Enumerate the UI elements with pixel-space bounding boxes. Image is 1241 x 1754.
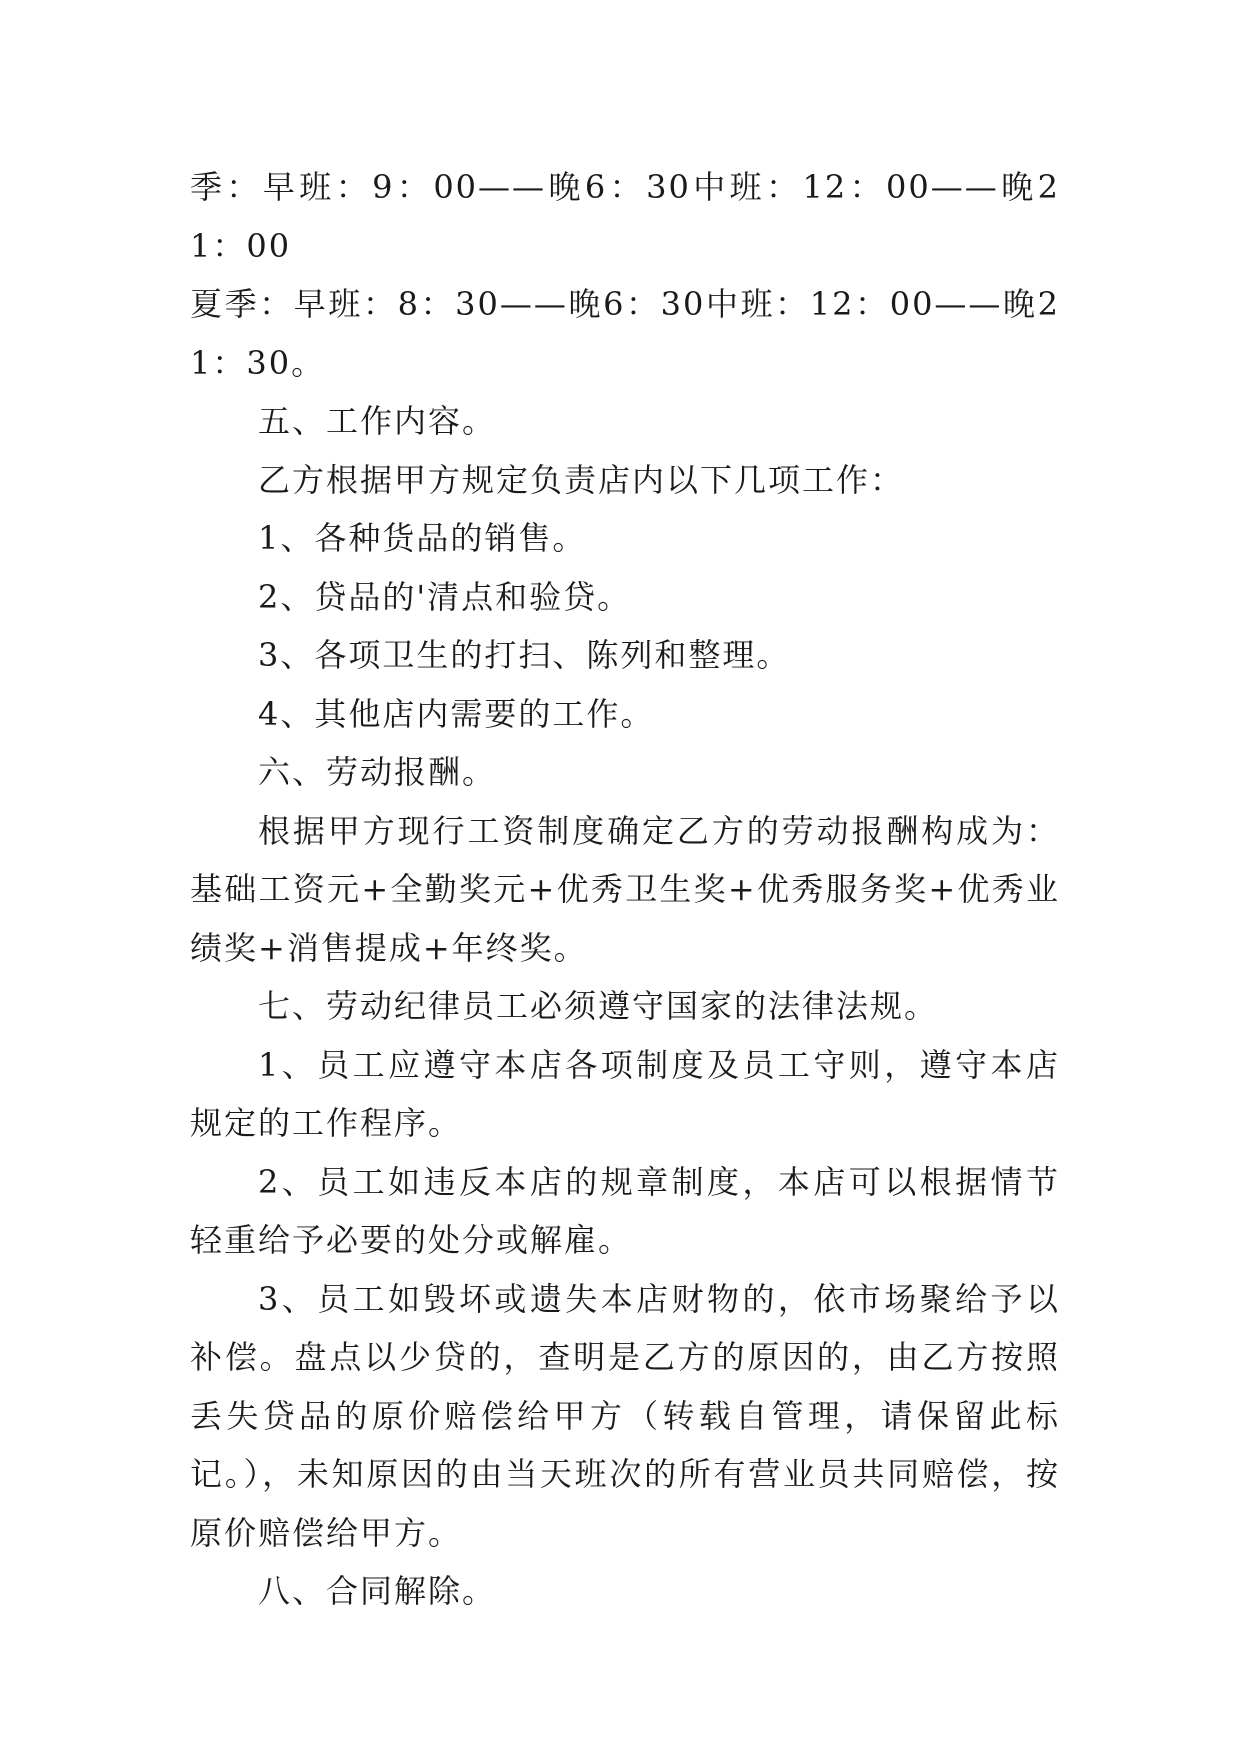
- list-item-work-4: 4、其他店内需要的工作。: [258, 694, 655, 733]
- list-item-work-1: 1、各种货品的销售。: [258, 519, 587, 557]
- section-heading-work-content: 五、工作内容。: [258, 402, 497, 440]
- list-item-work-3: 3、各项卫生的打扫、陈列和整理。: [258, 636, 791, 674]
- section-heading-remuneration: 六、劳动报酬。: [258, 753, 497, 791]
- list-item-discipline-3: 3、员工如毁坏或遗失本店财物的，依市场聚给予以补偿。盘点以少贷的，查明是乙方的原因的，由乙方按照丢失贷品的原价赔偿给甲方（转载自管理，请保留此标记。），未知原因的由当天班次的所有营业员共同赔偿，按原价赔偿给甲方。: [190, 1279, 1060, 1552]
- section-heading-discipline: 七、劳动纪律员工必须遵守国家的法律法规。: [258, 987, 939, 1025]
- list-item-discipline-1: 1、员工应遵守本店各项制度及员工守则，遵守本店规定的工作程序。: [190, 1045, 1060, 1142]
- list-item-discipline-2: 2、员工如违反本店的规章制度，本店可以根据情节轻重给予必要的处分或解雇。: [190, 1162, 1060, 1259]
- paragraph-shift-times-summer: 夏季：早班：8：30——晚6：30中班：12：00——晚21：30。: [190, 285, 1060, 382]
- document-body: [190, 158, 1060, 1621]
- paragraph-remuneration: 根据甲方现行工资制度确定乙方的劳动报酬构成为：基础工资元+全勤奖元+优秀卫生奖+优秀服务奖+优秀业绩奖+消售提成+年终奖。: [190, 811, 1060, 967]
- list-item-work-2: 2、贷品的'清点和验贷。: [258, 577, 632, 616]
- paragraph-shift-times-winter: 季：早班：9：00——晚6：30中班：12：00——晚21：00: [190, 168, 1060, 265]
- section-heading-termination: 八、合同解除。: [258, 1572, 497, 1610]
- paragraph-work-intro: 乙方根据甲方规定负责店内以下几项工作：: [258, 460, 905, 499]
